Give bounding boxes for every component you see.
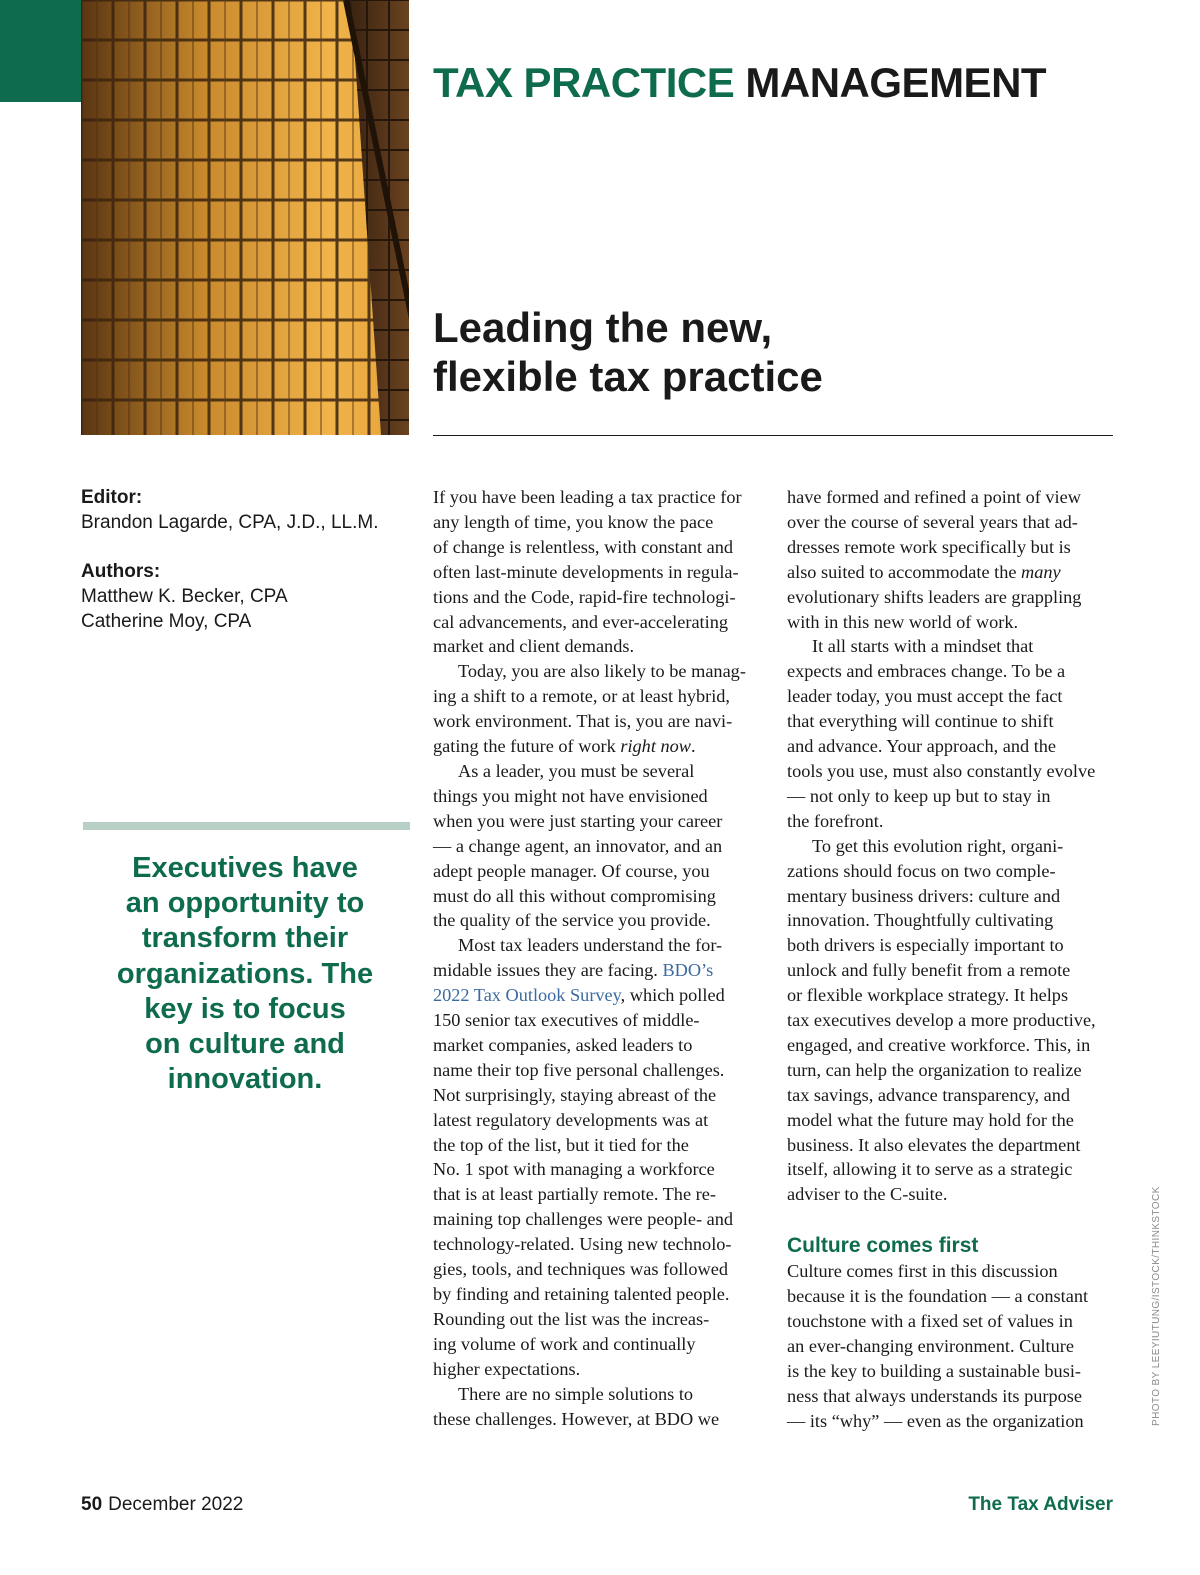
header-photo-skyscraper xyxy=(81,0,409,435)
article-credits xyxy=(81,485,411,634)
page-number: 50 xyxy=(81,1494,103,1515)
body-paragraph: have formed and refined a point of view over the course of several years that ad- dresses remote work specifically but is also suited to accommodate the many evolutionary shifts leaders are grappling with in this new world of work. xyxy=(787,487,1082,632)
article-title: Leading the new, flexible tax practice xyxy=(433,304,823,400)
editor-name: Brandon Lagarde, CPA, J.D., LL.M. xyxy=(81,512,379,533)
body-paragraph: To get this evolution right, organi- zations should focus on two comple- mentary business drivers: culture and innovation. Thoughtfully cultivating both drivers is especially important to unlock and fully benefit from a remote or flexible workplace strategy. It helps tax executives develop a more productive, engaged, and creative workforce. This, in turn, can help the organization to realize tax savings, advance transparency, and model what the future may hold for the business. It also elevates the department itself, allowing it to serve as a strategic adviser to the C-suite. xyxy=(787,835,1096,1205)
section-title xyxy=(433,58,1046,108)
body-paragraph: As a leader, you must be several things you might not have envisioned when you were just starting your career — a change agent, an innovator, and an adept people manager. Of course, you must do all this without compromising the quality of the service you provide. xyxy=(433,760,723,931)
photo-credit: PHOTO BY LEEYIUTUNG/ISTOCK/THINKSTOCK xyxy=(1151,1186,1162,1426)
publication-name: The Tax Adviser xyxy=(968,1494,1113,1515)
folio xyxy=(81,1493,243,1517)
author-name: Catherine Moy, CPA xyxy=(81,611,252,632)
body-paragraph: There are no simple solutions to these challenges. However, at BDO we xyxy=(433,1383,720,1429)
body-paragraph: Culture comes first in this discussion because it is the foundation — a constant touchstone with a fixed set of values in an ever-changing environment. Culture is the key to building a sustainable busi- ness that always understands its purpose — its “why” — even as the organization xyxy=(787,1261,1089,1431)
title-divider xyxy=(433,435,1113,436)
survey-link[interactable]: BDO’s 2022 Tax Outlook Survey xyxy=(433,960,714,1006)
section-title-rest: MANAGEMENT xyxy=(734,59,1047,106)
issue-date: December 2022 xyxy=(108,1494,244,1515)
body-paragraph: It all starts with a mindset that expects and embraces change. To be a leader today, you must accept the fact that everything will continue to shift and advance. Your approach, and the tools you use, must also constantly evolve — not only to keep up but to stay in the forefront. xyxy=(787,636,1096,831)
corner-color-block xyxy=(0,0,81,102)
section-subheading: Culture comes first xyxy=(787,1234,979,1258)
body-column-1 xyxy=(433,485,761,1431)
body-column-2 xyxy=(787,485,1117,1434)
authors-label: Authors: xyxy=(81,561,161,582)
body-paragraph: If you have been leading a tax practice for any length of time, you know the pace of change is relentless, with constant and often last-minute developments in regula- tions and the Code, rapid-fire technologi- cal advancements, and ever-accelerating market and client demands. xyxy=(433,487,742,657)
editor-label: Editor: xyxy=(81,487,143,508)
body-paragraph: Most tax leaders understand the for- midable issues they are facing. BDO’s 2022 Tax Outlook Survey, which polled 150 senior tax executives of middle- market companies, asked leaders to name their top five personal challenges. Not surprisingly, staying abreast of the latest regulatory developments was at the top of the list, but it tied for the No. 1 spot with managing a workforce that is at least partially remote. The re- maining top challenges were people- and technology-related. Using new technolo- gies, tools, and techniques was followed by finding and retaining talented people. Rounding out the list was the increas- ing volume of work and continually higher expectations. xyxy=(433,935,734,1379)
pull-quote-rule xyxy=(83,822,410,830)
author-name: Matthew K. Becker, CPA xyxy=(81,586,288,607)
section-title-accent: TAX PRACTICE xyxy=(433,59,735,106)
body-paragraph: Today, you are also likely to be manag- ing a shift to a remote, or at least hybrid, work environment. That is, you are navi- gating the future of work right now. xyxy=(433,661,746,757)
pull-quote: Executives have an opportunity to transform their organizations. The key is to focus on culture and innovation. xyxy=(116,852,374,1096)
